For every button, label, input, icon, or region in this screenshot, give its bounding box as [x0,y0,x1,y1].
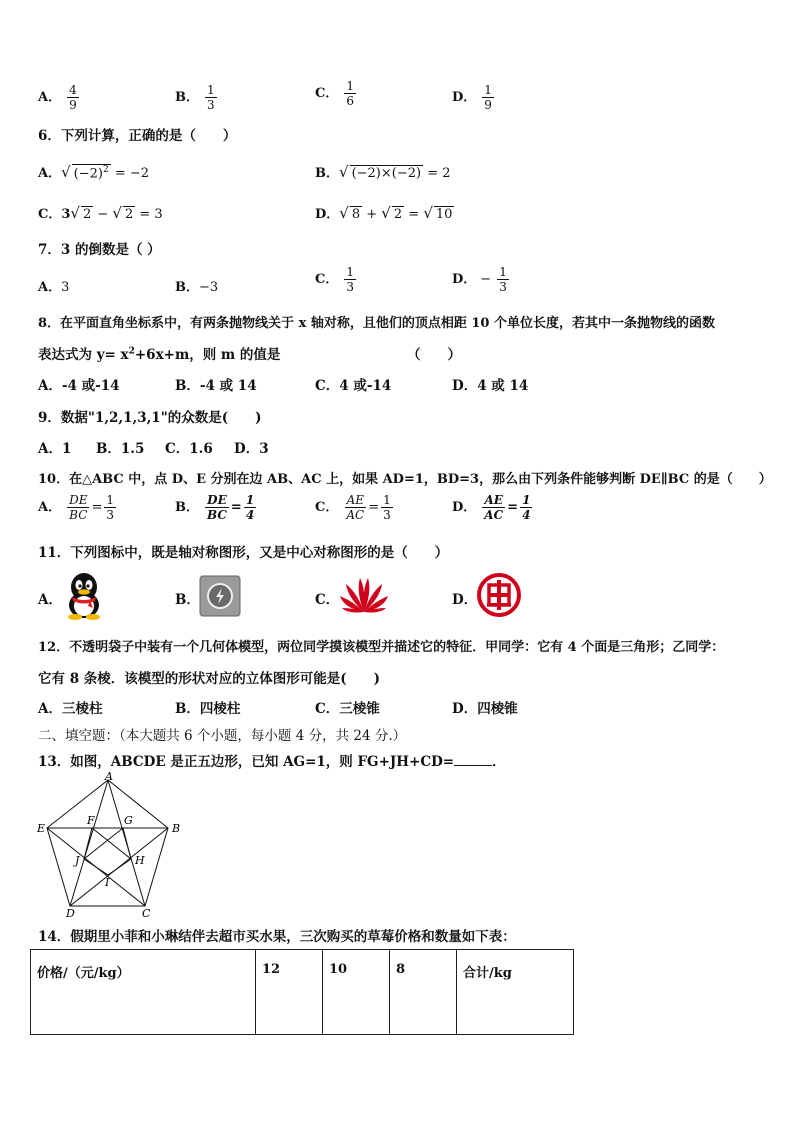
q5-option-c-fraction [344,80,356,107]
numerator: 1 [484,83,492,97]
denominator: 3 [346,280,354,294]
q10-stem: 10．在△ABC 中，点 D、E 分别在边 AB、AC 上，如果 AD=1，BD=3，那么由下列条件能够判断 DE∥BC 的是（ ） [38,472,772,487]
numerator: 1 [522,493,531,507]
q8-expression-end: +6x+m，则 m 的值是 [134,347,281,363]
radicand: 2 [82,207,92,222]
numerator: 1 [383,493,391,507]
q13-stem-text: 13．如图，ABCDE 是正五边形，已知 AG=1，则 FG+JH+CD= [38,754,455,770]
operator: = [404,207,424,222]
denominator: 9 [484,98,492,112]
numerator: 1 [106,493,115,507]
q6-option-c [38,203,163,222]
radical-icon: √ [423,204,433,222]
q5-option-c-label: C． [315,86,339,101]
q10-option-b-label: B． [175,500,199,515]
q13-stem [38,750,506,770]
q11-option-a-label: A． [38,592,62,608]
label-F: F [87,814,95,827]
q5-option-b [175,84,217,111]
q5-option-a-label: A． [38,90,62,105]
radicand: 10 [435,207,453,222]
table-header-cell: 12 [256,950,323,1035]
label-C: C [142,907,151,918]
q7-stem: 7．3 的倒数是（ ） [38,242,161,258]
table-header-cell: 合计/kg [457,950,574,1035]
q10-option-d [452,494,532,521]
q6-option-b-label: B． [315,166,339,181]
operator: + [362,207,382,222]
denominator: 3 [207,98,215,112]
q7-option-a-value: 3 [61,280,70,295]
q12-stem-line1: 12．不透明袋子中装有一个几何体模型，两位同学摸该模型并描述它的特征．甲同学：它有 4 个面是三角形；乙同学： [38,640,725,655]
minus-sign: − [480,272,492,287]
radical-icon: √ [112,204,122,222]
section-heading: 二、填空题：（本大题共 6 个小题，每小题 4 分，共 24 分.） [38,728,407,744]
q12-option-a: A．三棱柱 [38,701,103,717]
q7-option-d-label: D． [452,272,477,287]
equals: = [368,500,380,515]
q9-option-c: C．1.6 [165,441,213,457]
q6-stem: 6．下列计算，正确的是（ ） [38,128,237,144]
q7-option-b-value: −3 [199,280,219,295]
q12-option-c: C．三棱锥 [315,701,380,717]
numerator: DE [69,493,88,507]
price-table [30,949,574,1035]
q9-option-a: A．1 [38,441,72,457]
label-H: H [135,854,145,867]
denominator: 3 [383,508,391,522]
q7-option-a-label: A． [38,280,62,295]
q5-option-d [452,84,494,111]
label-J: J [75,854,80,867]
numerator: 1 [346,265,354,279]
label-E: E [37,822,46,835]
q5-option-b-fraction [205,84,217,111]
table-header-cell: 10 [323,950,390,1035]
equals: = [230,500,242,515]
q10-option-a-label: A． [38,500,62,515]
q6-option-b [315,162,451,181]
radical-icon: √ [339,204,349,222]
ratio-fraction [67,494,89,521]
operator: − [93,207,113,222]
radical-icon: √ [70,204,80,222]
q7-option-c-fraction [344,266,356,293]
q6-option-c-label: C． [38,207,62,222]
radical-icon: √ [381,204,391,222]
table-row [31,950,574,1035]
q6-option-d [315,203,454,222]
numerator: DE [207,493,227,507]
q12-option-b: B．四棱柱 [175,701,241,717]
label-G: G [124,814,133,827]
q5-option-a [38,84,79,111]
radical-icon: √ [339,163,349,181]
radicand: (−2)×(−2) [351,166,422,181]
q7-option-a [38,276,69,295]
q6-option-d-label: D． [315,207,340,222]
numerator: 4 [69,83,77,97]
coefficient: 3 [61,207,71,222]
q8-option-a: A．-4 或-14 [38,378,120,394]
q10-option-c-label: C． [315,500,339,515]
q10-option-c [315,494,393,521]
q6-option-a-result: = −2 [110,166,150,181]
q8-option-b: B．-4 或 14 [175,378,257,394]
pentagon-diagram [32,772,192,922]
q5-option-d-label: D． [452,90,477,105]
exponent: 2 [102,164,109,175]
q9-stem: 9．数据"1,2,1,3,1"的众数是( ) [38,410,262,426]
q7-option-c [315,266,356,293]
equals: = [91,500,103,515]
label-I: I [105,876,110,889]
q6-option-b-result: = 2 [423,166,451,181]
exponent: 2 [128,346,135,357]
denominator: 3 [106,508,115,522]
q8-option-c: C．4 或-14 [315,378,392,394]
q8-option-d: D．4 或 14 [452,378,529,394]
q5-option-c [315,80,356,107]
denominator: BC [207,508,227,522]
q11-stem: 11．下列图标中，既是轴对称图形，又是中心对称图形的是（ ） [38,545,449,561]
radicand: 2 [124,207,134,222]
q14-stem: 14．假期里小菲和小琳结伴去超市买水果，三次购买的草莓价格和数量如下表： [38,929,516,945]
q11-option-b-label: B． [175,592,200,608]
ratio-fraction [482,494,505,521]
denominator: 3 [499,280,507,294]
q9-option-b: B．1.5 [96,441,145,457]
value-fraction [381,494,393,521]
radical-icon: √ [61,163,71,181]
ratio-fraction [205,494,229,521]
numerator: 1 [346,79,354,93]
denominator: AC [484,508,504,522]
radicand-text: (−2) [73,166,103,181]
q12-stem-line2: 它有 8 条棱．该模型的形状对应的立体图形可能是( ) [38,671,381,687]
denominator: 9 [69,98,77,112]
numerator: 1 [245,493,255,507]
radicand [72,164,111,181]
q8-stem-line2 [38,343,280,363]
gray-button-icon [199,575,241,621]
ratio-fraction [344,494,366,521]
q8-stem-line1: 8．在平面直角坐标系中，有两条抛物线关于 x 轴对称，且他们的顶点相距 10 个单位长度，若其中一条抛物线的函数 [38,316,715,331]
value-fraction [520,494,532,521]
label-A: A [105,772,113,783]
q7-option-d [452,266,509,293]
numerator: AE [346,493,364,507]
table-header-cell: 8 [390,950,457,1035]
q9-option-d: D．3 [234,441,269,457]
label-D: D [66,907,75,918]
radicand: 2 [393,207,403,222]
q8-answer-paren: （ ） [407,347,461,363]
denominator: AC [346,508,365,522]
red-petal-logo-icon [338,574,390,620]
denominator: 4 [245,508,255,522]
q5-option-d-fraction [482,84,494,111]
q5-option-b-label: B． [175,90,199,105]
q7-option-b-label: B． [175,280,199,295]
equals: = [507,500,519,515]
table-header-cell: 价格/（元/kg） [31,950,256,1035]
q6-option-a [38,162,149,181]
q11-option-d-label: D． [452,592,478,608]
value-fraction [244,494,256,521]
q6-option-c-result: = 3 [135,207,163,222]
denominator: BC [69,508,88,522]
value-fraction [104,494,116,521]
label-B: B [172,822,181,835]
q7-option-b [175,276,218,295]
denominator: 4 [522,508,531,522]
answer-blank [454,765,492,766]
q5-option-a-fraction [67,84,79,111]
q7-option-d-fraction [497,266,509,293]
q11-option-c-label: C． [315,592,340,608]
q10-option-b [175,494,256,521]
denominator: 6 [346,94,354,108]
radicand: 8 [351,207,361,222]
q7-option-c-label: C． [315,272,339,287]
red-bank-logo-icon [476,572,522,622]
numerator: 1 [207,83,215,97]
q10-option-a [38,494,116,521]
q6-option-a-label: A． [38,166,62,181]
penguin-icon [62,570,106,624]
q13-stem-tail: ． [492,754,506,770]
numerator: AE [484,493,503,507]
q8-expression-start: 表达式为 y= x [38,347,129,363]
numerator: 1 [499,265,507,279]
q12-option-d: D．四棱锥 [452,701,518,717]
q10-option-d-label: D． [452,500,477,515]
